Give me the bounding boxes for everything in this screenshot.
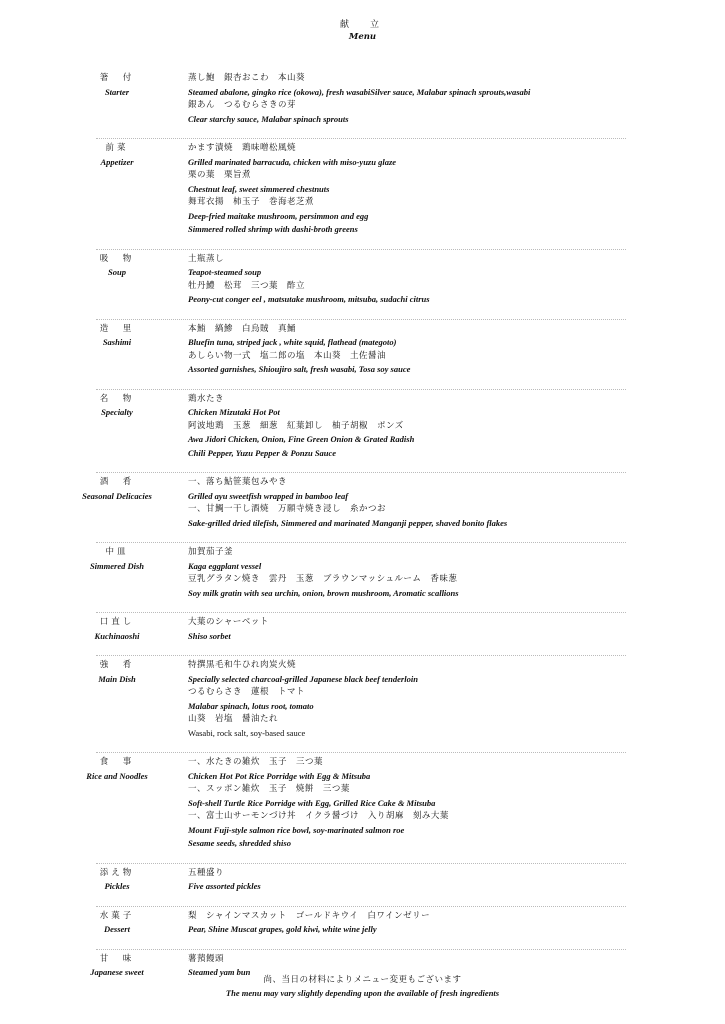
- course-label-jp: 名 物: [99, 393, 135, 404]
- course-label-jp: 前菜: [105, 143, 129, 153]
- dish-line-jp: 本鮪 縞鯵 白烏賊 真鯒: [188, 323, 297, 334]
- course-label-en: Main Dish: [98, 673, 136, 684]
- dish-line-jp: あしらい物一式 塩二郎の塩 本山葵 土佐醤油: [188, 350, 387, 361]
- dish-line-jp: 阿波地鶏 玉葱 細葱 紅葉卸し 柚子胡椒 ポンズ: [188, 420, 404, 431]
- dish-line-jp: 薯蕷饅頭: [188, 953, 225, 964]
- course-divider: [96, 655, 626, 656]
- dish-line-en: Chicken Hot Pot Rice Porridge with Egg & Mitsuba: [188, 770, 371, 781]
- dish-line-en: Chestnut leaf, sweet simmered chestnuts: [188, 183, 330, 194]
- menu-footer: [0, 974, 725, 1000]
- dish-line-jp: 一、スッポン雑炊 玉子 焼餅 三つ葉: [188, 784, 350, 794]
- dish-line-en: Wasabi, rock salt, soy-based sauce: [188, 727, 306, 738]
- course-list: [0, 72, 725, 987]
- course-section: [0, 253, 725, 314]
- dish-line-en: Kaga eggplant vessel: [188, 560, 262, 571]
- dish-line-jp: 五種盛り: [188, 867, 225, 878]
- course-label: [62, 476, 172, 503]
- dish-line-en: Five assorted pickles: [188, 881, 261, 891]
- course-items: [188, 659, 718, 740]
- course-items: [188, 756, 718, 851]
- course-label-jp: 酒 肴: [99, 477, 135, 487]
- course-divider: [96, 863, 626, 864]
- course-section: [0, 659, 725, 747]
- dish-line-en: Soft-shell Turtle Rice Porridge with Egg, Grilled Rice Cake & Mitsuba: [188, 797, 436, 808]
- course-label-en: Rice and Noodles: [86, 770, 148, 781]
- dish-line-en: Sake-grilled dried tilefish, Simmered and marinated Manganji pepper, shaved bonito flakes: [188, 517, 508, 528]
- course-label-en: Kuchinaoshi: [94, 630, 140, 641]
- dish-line-en: Bluefin tuna, striped jack , white squid, flathead (mategoto): [188, 337, 397, 347]
- dish-line-jp: 豆乳グラタン焼き 雲丹 玉葱 ブラウンマッシュルーム 香味葱: [188, 574, 458, 584]
- course-section: [0, 323, 725, 384]
- course-label-en: Simmered Dish: [89, 560, 145, 571]
- course-section: [0, 867, 725, 901]
- dish-line-en: Peony-cut conger eel , matsutake mushroom, mitsuba, sudachi citrus: [188, 294, 430, 304]
- course-label-jp: 口直し: [99, 617, 135, 627]
- dish-line-jp: 特撰黒毛和牛ひれ肉炭火焼: [188, 660, 297, 670]
- dish-line-en: Malabar spinach, lotus root, tomato: [188, 700, 314, 711]
- dish-line-jp: 加賀茄子釜: [188, 547, 234, 557]
- course-label-en: Specialty: [101, 407, 133, 417]
- course-section: [0, 616, 725, 650]
- course-divider: [96, 612, 626, 613]
- dish-line-en: Grilled ayu sweetfish wrapped in bamboo leaf: [188, 490, 349, 501]
- course-label-en: Pickles: [104, 881, 130, 891]
- course-label-en: Sashimi: [102, 337, 132, 347]
- course-divider: [96, 249, 626, 250]
- course-label-en: Soup: [108, 267, 126, 277]
- dish-line-en: Mount Fuji-style salmon rice bowl, soy-marinated salmon roe: [188, 824, 405, 835]
- course-label: [62, 253, 172, 280]
- course-items: [188, 323, 718, 377]
- course-items: [188, 616, 718, 643]
- course-divider: [96, 319, 626, 320]
- footer-note-jp: 尚、当日の材料によりメニュー変更もございます: [263, 975, 462, 985]
- course-label: [62, 659, 172, 686]
- dish-line-en: Steamed yam bun: [188, 967, 251, 977]
- course-label-jp: 食 事: [99, 757, 135, 767]
- course-items: [188, 476, 718, 530]
- course-divider: [96, 389, 626, 390]
- course-label-jp: 水菓子: [99, 910, 135, 921]
- dish-line-jp: 栗の葉 栗旨煮: [188, 170, 252, 180]
- dish-line-jp: 梨 シャインマスカット ゴールドキウイ 白ワインゼリー: [188, 910, 431, 921]
- menu-header: [0, 20, 725, 43]
- dish-line-jp: 土瓶蒸し: [188, 253, 225, 264]
- dish-line-jp: つるむらさき 蓮根 トマト: [188, 687, 306, 697]
- dish-line-en: Pear, Shine Muscat grapes, gold kiwi, white wine jelly: [188, 924, 377, 934]
- course-items: [188, 142, 718, 237]
- course-label-jp: 中皿: [105, 547, 129, 557]
- course-label-en: Seasonal Delicacies: [82, 490, 152, 501]
- course-section: [0, 72, 725, 133]
- dish-line-en: Assorted garnishes, Shioujiro salt, fresh wasabi, Tosa soy sauce: [188, 364, 411, 374]
- dish-line-en: Teapot-steamed soup: [188, 267, 262, 277]
- course-label: [62, 142, 172, 169]
- dish-line-jp: 一、甘鯛一干し酒焼 万願寺焼き浸し 糸かつお: [188, 504, 387, 514]
- course-section: [0, 910, 725, 944]
- course-divider: [96, 542, 626, 543]
- menu-title-jp: 献 立: [339, 20, 385, 30]
- course-label: [62, 616, 172, 643]
- course-label: [62, 910, 172, 937]
- dish-line-jp: 舞茸衣揚 柿玉子 巻海老芝煮: [188, 197, 315, 207]
- dish-line-jp: 銀あん つるむらさきの芽: [188, 100, 297, 110]
- course-label-en: Starter: [104, 86, 130, 97]
- dish-line-en: Simmered rolled shrimp with dashi-broth greens: [188, 224, 358, 234]
- course-section: [0, 476, 725, 537]
- dish-line-jp: かます漬焼 鶏味噌松風焼: [188, 143, 297, 153]
- course-divider: [96, 138, 626, 139]
- dish-line-en: Sesame seeds, shredded shiso: [188, 838, 291, 848]
- dish-line-jp: 牡丹鱧 松茸 三つ葉 酢立: [188, 280, 306, 291]
- dish-line-jp: 蒸し鮑 銀杏おこわ 本山葵: [188, 73, 306, 83]
- footer-note-en: The menu may vary slightly depending upon the available of fresh ingredients: [225, 988, 500, 998]
- course-label-jp: 造 里: [99, 323, 135, 334]
- course-divider: [96, 949, 626, 950]
- dish-line-jp: 一、水たきの雑炊 玉子 三つ葉: [188, 757, 324, 767]
- course-section: [0, 393, 725, 468]
- dish-line-en: Chili Pepper, Yuzu Pepper & Ponzu Sauce: [188, 447, 337, 458]
- dish-line-en: Specially selected charcoal-grilled Japanese black beef tenderloin: [188, 673, 418, 684]
- menu-title-en: Menu: [348, 32, 377, 42]
- course-label: [62, 393, 172, 420]
- course-items: [188, 253, 718, 307]
- dish-line-jp: 大葉のシャーベット: [188, 617, 269, 627]
- course-label-jp: 箸 付: [99, 73, 135, 83]
- dish-line-en: Steamed abalone, gingko rice (okowa), fresh wasabiSilver sauce, Malabar spinach sprouts,wasabi: [188, 86, 531, 97]
- dish-line-en: Shiso sorbet: [188, 630, 231, 641]
- course-label-en: Japanese sweet: [90, 967, 144, 977]
- course-items: [188, 72, 718, 126]
- dish-line-jp: 一、落ち鮎笹葉包みやき: [188, 477, 288, 487]
- course-section: [0, 546, 725, 607]
- dish-line-en: Awa Jidori Chicken, Onion, Fine Green Onion & Grated Radish: [188, 434, 415, 444]
- course-label: [62, 546, 172, 573]
- course-label-en: Appetizer: [100, 156, 134, 167]
- course-label-jp: 甘 味: [99, 953, 135, 964]
- course-divider: [96, 752, 626, 753]
- course-label: [62, 756, 172, 783]
- course-divider: [96, 906, 626, 907]
- dish-line-en: Grilled marinated barracuda, chicken with miso-yuzu glaze: [188, 156, 397, 167]
- course-label-jp: 添え物: [99, 867, 135, 878]
- course-section: [0, 142, 725, 244]
- course-label-jp: 強 肴: [99, 660, 135, 670]
- course-divider: [96, 472, 626, 473]
- course-section: [0, 756, 725, 858]
- course-label: [62, 323, 172, 350]
- dish-line-jp: 鶏水たき: [188, 393, 225, 404]
- dish-line-en: Soy milk gratin with sea urchin, onion, brown mushroom, Aromatic scallions: [188, 587, 459, 598]
- course-label: [62, 867, 172, 894]
- dish-line-jp: 山葵 岩塩 醤油たれ: [188, 714, 279, 724]
- dish-line-en: Clear starchy sauce, Malabar spinach sprouts: [188, 113, 349, 124]
- course-label-jp: 吸 物: [99, 253, 135, 264]
- course-items: [188, 546, 718, 600]
- course-items: [188, 393, 718, 461]
- dish-line-en: Chicken Mizutaki Hot Pot: [188, 407, 280, 417]
- course-items: [188, 867, 718, 894]
- course-label-en: Dessert: [104, 924, 130, 934]
- dish-line-jp: 一、富士山サーモンづけ丼 イクラ醤づけ 入り胡麻 刻み大葉: [188, 811, 449, 821]
- course-label: [62, 72, 172, 99]
- dish-line-en: Deep-fried maitake mushroom, persimmon and egg: [188, 210, 369, 221]
- course-items: [188, 910, 718, 937]
